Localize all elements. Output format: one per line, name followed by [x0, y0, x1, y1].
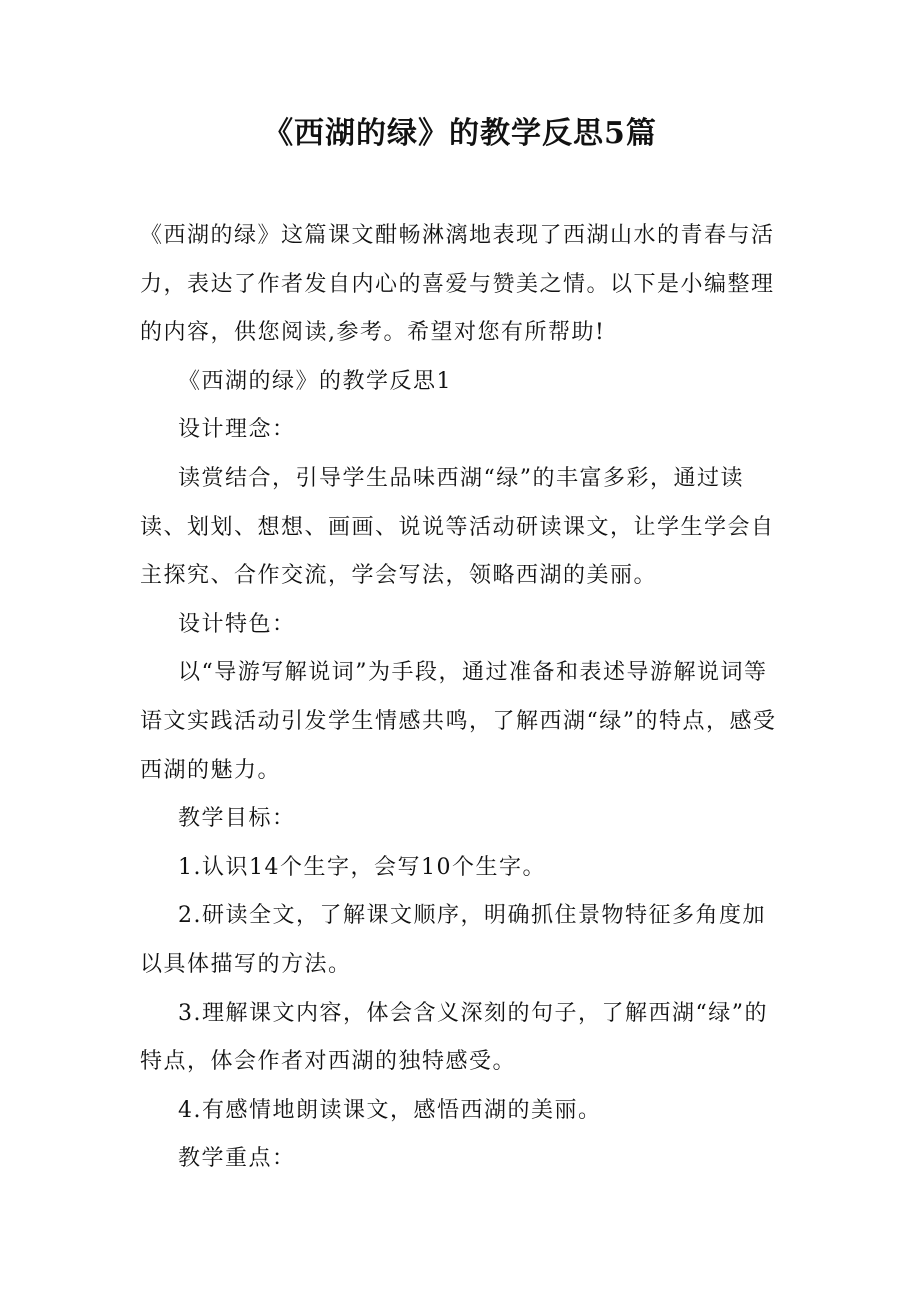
- teaching-goals-heading: 教学目标：: [178, 806, 296, 832]
- design-feature-heading: 设计特色：: [178, 611, 296, 637]
- goal-item-4: 4.有感情地朗读课文，感悟西湖的美丽。: [178, 1097, 602, 1123]
- document-title: 《西湖的绿》的教学反思5篇: [263, 116, 657, 151]
- design-concept-heading: 设计理念：: [178, 417, 296, 443]
- design-feature-paragraph: 以“导游写解说词”为手段，通过准备和表述导游解说词等语文实践活动引发学生情感共鸣，了解西湖“绿”的特点，感受西湖的魅力。: [140, 660, 777, 783]
- goal-item-2: 2.研读全文，了解课文顺序，明确抓住景物特征多角度加以具体描写的方法。: [140, 903, 766, 977]
- goal-item-3: 3.理解课文内容，体会含义深刻的句子，了解西湖“绿”的特点，体会作者对西湖的独特感受。: [140, 1000, 768, 1075]
- teaching-focus-heading: 教学重点：: [178, 1146, 296, 1172]
- intro-paragraph: 《西湖的绿》这篇课文酣畅淋漓地表现了西湖山水的青春与活力，表达了作者发自内心的喜爱与赞美之情。以下是小编整理的内容，供您阅读,参考。希望对您有所帮助!: [140, 223, 775, 346]
- design-concept-paragraph: 读赏结合，引导学生品味西湖“绿”的丰富多彩，通过读读、划划、想想、画画、说说等活动研读课文，让学生学会自主探究、合作交流，学会写法，领略西湖的美丽。: [140, 465, 775, 589]
- section-heading: 《西湖的绿》的教学反思1: [178, 368, 452, 394]
- document-body: [140, 212, 780, 1184]
- goal-item-1: 1.认识14个生字，会写10个生字。: [178, 854, 546, 880]
